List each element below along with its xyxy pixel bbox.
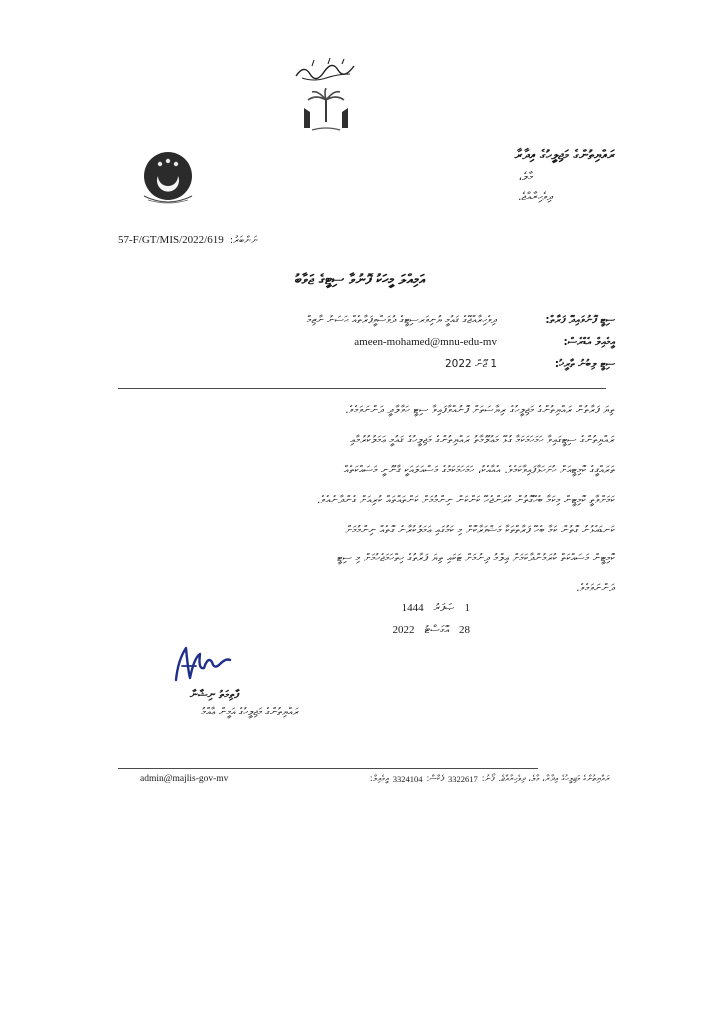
- footer-address: ރައްޔިތުންގެ މަޖިލީހުގެ އިދާރާ، މާލެ، ދިވެހިރާއްޖެ.: [498, 774, 610, 784]
- footer-fax-label: ފެކްސް:: [426, 774, 444, 784]
- hijri-year: 1444: [401, 602, 424, 614]
- hijri-day: 1: [464, 602, 470, 614]
- body-line: ކަނޑައެޅުނު ގޮތުން ކަމާ ބެހޭ ފަރާތްތަކާ މަޝްވަރާކޮށް މި ކަމުގައި ޢަމަލުކުރާނެ ގޮތެއް ނިންމުމަށް: [345, 524, 615, 536]
- info-row-date: [135, 358, 615, 374]
- handwritten-signature: [168, 640, 238, 686]
- footer-phone-label: ފޯނު:: [481, 774, 495, 784]
- footer-details: [370, 774, 610, 784]
- body-line: ރައްޔިތުންގެ ސިޓީގައިވާ ހަމަހަމަކަމާ ގުޅޭ މަޢުލޫމާތު ރައްޔިތުންގެ މަޖިލީހުގެ ޤައުމީ ޢަމަލުކުރުމާއި: [350, 434, 615, 446]
- hijri-date: [340, 600, 470, 616]
- footer-email: admin@majlis-gov-mv: [140, 774, 229, 784]
- received-date-value: 1 ޖޫން 2022: [444, 358, 497, 370]
- org-name: ރައްޔިތުންގެ މަޖިލީހުގެ އިދާރާ: [514, 148, 615, 163]
- body-line: ކަމަށްވާތީ ކޮމިޓީން މިކަމާ ބެހޭގޮތުން ކުރަންޖެހޭ ކަންކަން ނިންމުމަށް ކަންތައްތައް ކުރިއަށް ގެންދާނެއެވެ.: [316, 494, 615, 506]
- body-line: ތަރައްޤީގެ ކޮމިޓީއަށް ހުށަހަޅާފައިވާކަމެވެ. އެއާއެކު، ހަމަހަމަކަމުގެ މަސްއަލައަކީ ޤާނޫނީ މަސައްކަތެއް: [343, 464, 615, 476]
- email-value: ameen-mohamed@mnu-edu-mv: [354, 336, 497, 348]
- sender-label: ސިޓީ ފޮނުވައިދޭ ފަރާތް:: [545, 314, 615, 326]
- footer-phone: 3322617: [447, 774, 478, 784]
- sender-value: ދިވެހިރާއްޖޭގެ ޤައުމީ ޔުނިވަރސިޓީގެ ދުވަސްވީފަރާތެއް ޙަސަނު ނާޒިމް: [306, 314, 497, 326]
- gregorian-date: [340, 622, 470, 638]
- hijri-month: ޞަފަރު: [433, 601, 455, 614]
- gregorian-day: 28: [459, 624, 470, 636]
- divider-top: [118, 388, 606, 389]
- reference-number-row: [118, 232, 318, 248]
- footer-email-label: އީމެއިލް:: [369, 774, 389, 784]
- gregorian-year: 2022: [392, 624, 415, 636]
- divider-footer: [118, 768, 538, 769]
- signatory-name: ފާތިމަތު ނިޝާނާ: [189, 688, 239, 701]
- country-label: ދިވެހިރާއްޖެ.: [517, 190, 553, 203]
- footer-contact: [140, 772, 610, 786]
- parliament-seal-icon: [138, 148, 198, 208]
- document-title: އަމިއްލަ މީހަކު ފޮނުވާ ސިޓީގެ ޖަވާބު: [294, 272, 426, 288]
- received-date-label: ސިޓީ ލިބުނު ތާރީޚު:: [554, 358, 615, 370]
- body-line: ދަންނަވަމެވެ.: [576, 582, 615, 594]
- state-emblem-icon: [298, 88, 354, 134]
- reference-label: ނަންބަރު:: [229, 234, 258, 246]
- email-label: އީމެއިލް އެޑްރެސް:: [563, 336, 615, 348]
- city-label: މާލެ،: [518, 170, 533, 183]
- bismillah-calligraphy: [292, 56, 358, 86]
- signatory-title: ރައްޔިތުންގެ މަޖިލީހުގެ އަމީން ޢާއްމު: [201, 706, 299, 718]
- gregorian-month: އޮގަސްޓު: [424, 623, 449, 636]
- info-row-sender: [135, 314, 615, 330]
- body-line: ކޮމިޓީން މަސައްކަތް ކުރަމުންދާކަމަށް ޢިލްމު ދިނުމަށް ޓަކައި ތިޔަ ފަރާތުގެ ހިތްހަމަޖެހުމަށް މި ސިޓީ: [337, 552, 615, 564]
- reference-number: 57-F/GT/MIS/2022/619: [118, 234, 224, 246]
- body-line: ތިޔަ ފަރާތުން ރައްޔިތުންގެ މަޖިލީހުގެ ރިޔާސަތަށް ފޮނުއްވާފައިވާ ސިޓީ ހަވާލާދީ ދަންނަވަމެވެ.: [345, 404, 615, 416]
- footer-fax: 3324104: [392, 774, 423, 784]
- info-row-email: [135, 336, 615, 352]
